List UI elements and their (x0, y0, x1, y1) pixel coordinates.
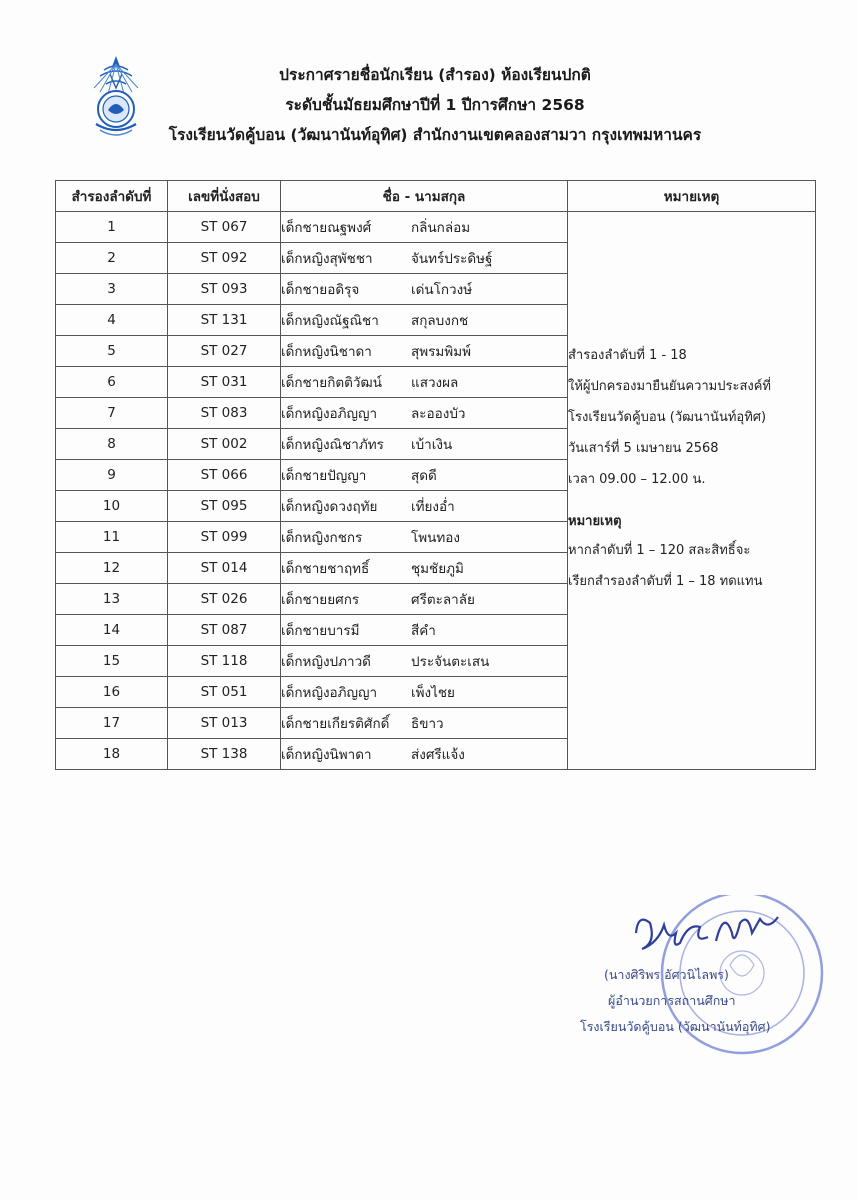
remark-heading: หมายเหตุ (568, 514, 622, 529)
seat-number-cell: ST 051 (168, 677, 281, 708)
first-name: เด็กหญิงณิชาภัทร (281, 437, 384, 453)
full-name-cell (281, 553, 568, 584)
full-name-cell (281, 615, 568, 646)
reserve-rank-cell: 14 (56, 615, 168, 646)
last-name: แสวงผล (411, 375, 459, 391)
full-name-cell (281, 367, 568, 398)
seat-number-cell: ST 095 (168, 491, 281, 522)
seat-number-cell: ST 131 (168, 305, 281, 336)
reserve-rank-cell: 1 (56, 212, 168, 243)
full-name-cell (281, 274, 568, 305)
full-name-cell (281, 739, 568, 770)
seat-number-cell: ST 031 (168, 367, 281, 398)
col-header-full-name: ชื่อ - นามสกุล (281, 181, 568, 212)
seat-number-cell: ST 026 (168, 584, 281, 615)
last-name: สุพรมพิมพ์ (411, 344, 471, 360)
first-name: เด็กชายชาฤทธิ์ (281, 561, 370, 577)
full-name-cell (281, 305, 568, 336)
remark-line: วันเสาร์ที่ 5 เมษายน 2568 (568, 441, 719, 456)
reserve-rank-cell: 8 (56, 429, 168, 460)
first-name: เด็กชายณฐพงศ์ (281, 220, 372, 236)
reserve-rank-cell: 10 (56, 491, 168, 522)
seat-number-cell: ST 099 (168, 522, 281, 553)
first-name: เด็กหญิงนิชาดา (281, 344, 372, 360)
reserve-rank-cell: 11 (56, 522, 168, 553)
first-name: เด็กหญิงนิพาดา (281, 747, 372, 763)
first-name: เด็กหญิงณัฐณิชา (281, 313, 379, 329)
reserve-rank-cell: 17 (56, 708, 168, 739)
full-name-cell (281, 212, 568, 243)
full-name-cell (281, 584, 568, 615)
last-name: ชุมชัยภูมิ (411, 561, 464, 577)
reserve-rank-cell: 9 (56, 460, 168, 491)
full-name-cell (281, 398, 568, 429)
last-name: เพ็งไชย (411, 685, 455, 701)
table-body (56, 212, 816, 770)
full-name-cell (281, 491, 568, 522)
seat-number-cell: ST 066 (168, 460, 281, 491)
col-header-seat-number: เลขที่นั่งสอบ (168, 181, 281, 212)
first-name: เด็กหญิงอภิญญา (281, 685, 378, 701)
seat-number-cell: ST 027 (168, 336, 281, 367)
reserve-rank-cell: 18 (56, 739, 168, 770)
remark-line: สำรองลำดับที่ 1 - 18 (568, 348, 687, 363)
remark-detail-line: หากลำดับที่ 1 – 120 สละสิทธิ์จะ (568, 543, 751, 558)
table-header-row (56, 181, 816, 212)
handwritten-signature (628, 903, 788, 963)
first-name: เด็กหญิงอภิญญา (281, 406, 378, 422)
full-name-cell (281, 522, 568, 553)
first-name: เด็กหญิงปภาวดี (281, 654, 371, 670)
first-name: เด็กหญิงสุพัชชา (281, 251, 373, 267)
reserve-rank-cell: 16 (56, 677, 168, 708)
school-emblem-icon (86, 54, 146, 140)
document-header (150, 60, 720, 150)
seat-number-cell: ST 014 (168, 553, 281, 584)
header-grade-year: ระดับชั้นมัธยมศึกษาปีที่ 1 ปีการศึกษา 2568 (285, 96, 585, 114)
col-header-remarks: หมายเหตุ (568, 181, 816, 212)
remark-line: ให้ผู้ปกครองมายืนยันความประสงค์ที่ (568, 379, 771, 394)
reserve-rank-cell: 12 (56, 553, 168, 584)
reserve-rank-cell: 3 (56, 274, 168, 305)
last-name: ศรีตะลาลัย (411, 592, 475, 608)
last-name: โพนทอง (411, 530, 460, 546)
first-name: เด็กชายยศกร (281, 592, 360, 608)
reserve-rank-cell: 7 (56, 398, 168, 429)
col-header-reserve-rank: สำรองลำดับที่ (56, 181, 168, 212)
first-name: เด็กชายบารมี (281, 623, 360, 639)
signature-block (560, 895, 840, 1085)
full-name-cell (281, 336, 568, 367)
remark-line: เวลา 09.00 – 12.00 น. (568, 472, 706, 487)
seat-number-cell: ST 118 (168, 646, 281, 677)
remarks-cell (568, 212, 816, 770)
seat-number-cell: ST 138 (168, 739, 281, 770)
first-name: เด็กชายกิตติวัฒน์ (281, 375, 382, 391)
seat-number-cell: ST 067 (168, 212, 281, 243)
seat-number-cell: ST 013 (168, 708, 281, 739)
header-school: โรงเรียนวัดคู้บอน (วัฒนานันท์อุทิศ) สำนักงานเขตคลองสามวา กรุงเทพมหานคร (168, 126, 702, 144)
last-name: จันทร์ประดิษฐ์ (411, 251, 493, 267)
first-name: เด็กชายเกียรติศักดิ์ (281, 716, 390, 732)
full-name-cell (281, 429, 568, 460)
last-name: สีคำ (411, 623, 436, 639)
reserve-students-table (55, 180, 816, 770)
signatory-school: โรงเรียนวัดคู้บอน (วัฒนานันท์อุทิศ) (580, 1019, 771, 1034)
seat-number-cell: ST 002 (168, 429, 281, 460)
last-name: สกุลบงกช (411, 313, 469, 329)
reserve-rank-cell: 4 (56, 305, 168, 336)
last-name: สุดดี (411, 468, 437, 484)
reserve-rank-cell: 2 (56, 243, 168, 274)
last-name: กลิ่นกล่อม (411, 220, 471, 236)
full-name-cell (281, 677, 568, 708)
full-name-cell (281, 460, 568, 491)
seat-number-cell: ST 083 (168, 398, 281, 429)
last-name: ส่งศรีแจ้ง (411, 747, 465, 763)
signatory-position: ผู้อำนวยการสถานศึกษา (608, 993, 736, 1008)
remark-line: โรงเรียนวัดคู้บอน (วัฒนานันท์อุทิศ) (568, 410, 767, 425)
reserve-rank-cell: 13 (56, 584, 168, 615)
last-name: เบ้าเงิน (411, 437, 453, 453)
seat-number-cell: ST 087 (168, 615, 281, 646)
last-name: เที่ยงอ่ำ (411, 499, 455, 515)
first-name: เด็กหญิงกชกร (281, 530, 363, 546)
reserve-rank-cell: 5 (56, 336, 168, 367)
full-name-cell (281, 243, 568, 274)
header-title: ประกาศรายชื่อนักเรียน (สำรอง) ห้องเรียนปกติ (279, 66, 591, 84)
full-name-cell (281, 708, 568, 739)
first-name: เด็กชายอดิรุจ (281, 282, 360, 298)
remark-detail-line: เรียกสำรองลำดับที่ 1 – 18 ทดแทน (568, 574, 763, 589)
full-name-cell (281, 646, 568, 677)
reserve-rank-cell: 6 (56, 367, 168, 398)
signatory-name: (นางศิริพร อัศวนิไลพร) (604, 967, 729, 982)
last-name: ประจันตะเสน (411, 654, 490, 670)
first-name: เด็กหญิงดวงฤทัย (281, 499, 378, 515)
seat-number-cell: ST 093 (168, 274, 281, 305)
seat-number-cell: ST 092 (168, 243, 281, 274)
reserve-rank-cell: 15 (56, 646, 168, 677)
last-name: ธิขาว (411, 716, 444, 732)
first-name: เด็กชายปัญญา (281, 468, 367, 484)
last-name: เด่นโกวงษ์ (411, 282, 473, 298)
table-row (56, 212, 816, 243)
last-name: ละอองบัว (411, 406, 466, 422)
